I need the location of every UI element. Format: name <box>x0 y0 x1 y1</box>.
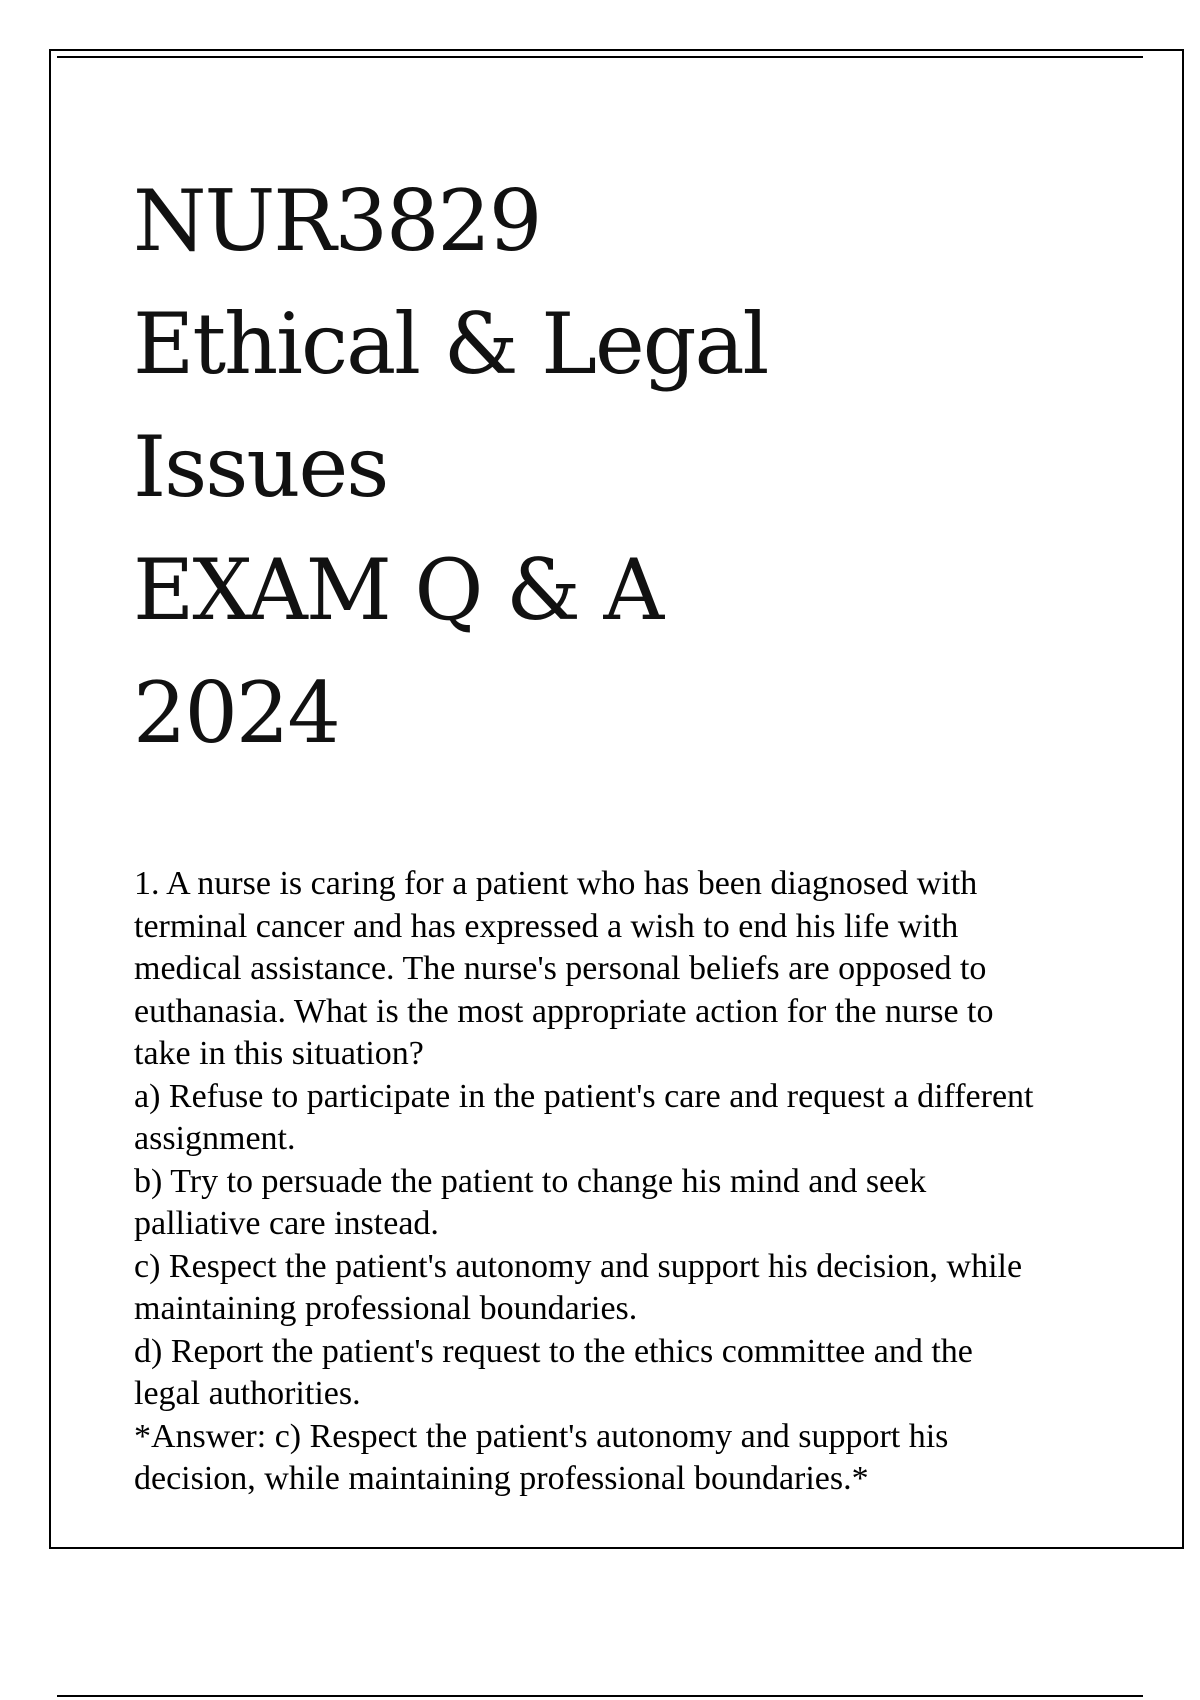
bottom-rule <box>57 1695 1143 1697</box>
option-d: d) Report the patient's request to the ethics committee and the legal authorities. <box>134 1332 973 1412</box>
title-course-code: NUR3829 <box>133 172 541 270</box>
option-b: b) Try to persuade the patient to change his mind and seek palliative care instead. <box>134 1162 927 1242</box>
option-a: a) Refuse to participate in the patient's care and request a different assignment. <box>134 1077 1034 1157</box>
title-subject-line-2: Issues <box>133 418 388 516</box>
question-1 <box>134 863 1034 1501</box>
title-exam-label: EXAM Q & A <box>133 541 663 639</box>
option-c: c) Respect the patient's autonomy and support his decision, while maintaining professional boundaries. <box>134 1247 1023 1327</box>
document-title <box>133 160 767 775</box>
answer-text: *Answer: c) Respect the patient's autonomy and support his decision, while maintaining professional boundaries.* <box>134 1417 949 1497</box>
title-subject-line-1: Ethical & Legal <box>133 295 768 393</box>
question-stem: 1. A nurse is caring for a patient who has been diagnosed with terminal cancer and has expressed a wish to end his life with medical assistance. The nurse's personal beliefs are opposed to euthanasia. What is the most appropriate action for the nurse to take in this situation? <box>134 865 994 1072</box>
title-year: 2024 <box>133 664 339 762</box>
